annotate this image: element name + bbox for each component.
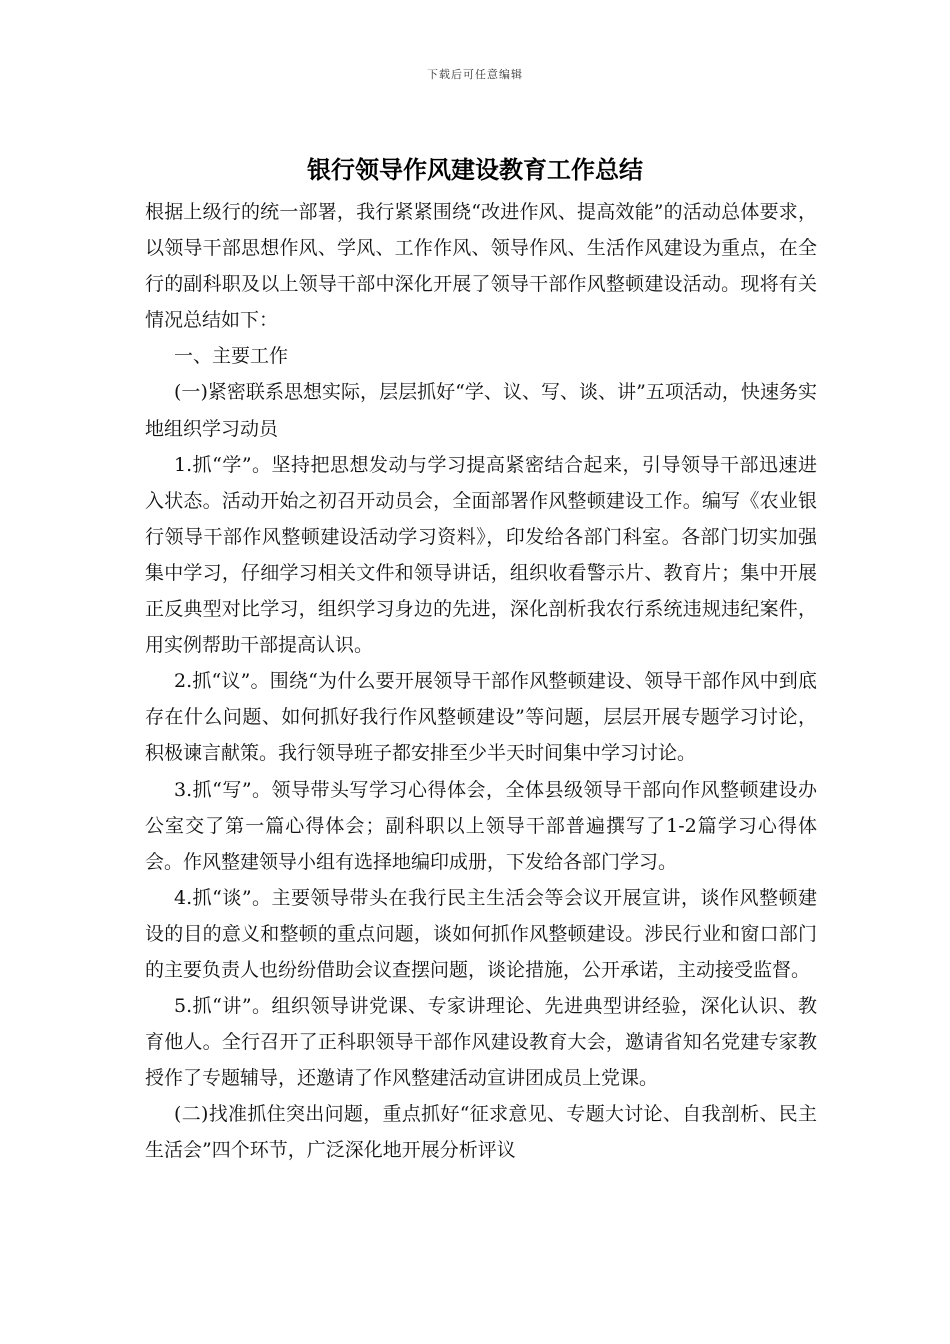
subsection-heading: (二)找准抓住突出问题，重点抓好“征求意见、专题大讨论、自我剖析、民主生活会”四个环节，广泛深化地开展分析评议 (145, 1103, 817, 1162)
body-paragraph: 5.抓“讲”。组织领导讲党课、专家讲理论、先进典型讲经验，深化认识、教育他人。全行召开了正科职领导干部作风建设教育大会，邀请省知名党建专家教授作了专题辅导，还邀请了作风整建活动宣讲团成员上党课。 (145, 995, 817, 1090)
section-heading: 一、主要工作 (174, 345, 289, 368)
body-paragraph: 3.抓“写”。领导带头写学习心得体会，全体县级领导干部向作风整顿建设办公室交了第一篇心得体会；副科职以上领导干部普遍撰写了1-2篇学习心得体会。作风整建领导小组有选择地编印成册，下发给各部门学习。 (145, 778, 817, 873)
document-title: 银行领导作风建设教育工作总结 (307, 155, 643, 184)
body-paragraph: 1.抓“学”。坚持把思想发动与学习提高紧密结合起来，引导领导干部迅速进入状态。活动开始之初召开动员会，全面部署作风整顿建设工作。编写《农业银行领导干部作风整顿建设活动学习资料》，印发给各部门科室。各部门切实加强集中学习，仔细学习相关文件和领导讲话，组织收看警示片、教育片；集中开展正反典型对比学习，组织学习身边的先进，深化剖析我农行系统违规违纪案件，用实例帮助干部提高认识。 (145, 453, 817, 657)
body-paragraph: 4.抓“谈”。主要领导带头在我行民主生活会等会议开展宣讲，谈作风整顿建设的目的意义和整顿的重点问题，谈如何抓作风整顿建设。涉民行业和窗口部门的主要负责人也纷纷借助会议查摆问题，谈论措施，公开承诺，主动接受监督。 (145, 886, 817, 981)
intro-paragraph: 根据上级行的统一部署，我行紧紧围绕“改进作风、提高效能”的活动总体要求，以领导干部思想作风、学风、工作作风、领导作风、生活作风建设为重点，在全行的副科职及以上领导干部中深化开展了领导干部作风整顿建设活动。现将有关情况总结如下： (145, 201, 817, 332)
body-paragraph: 2.抓“议”。围绕“为什么要开展领导干部作风整顿建设、领导干部作风中到底存在什么问题、如何抓好我行作风整顿建设”等问题，层层开展专题学习讨论，积极谏言献策。我行领导班子都安排至少半天时间集中学习讨论。 (145, 670, 817, 765)
document-body (145, 194, 817, 1169)
subsection-heading: (一)紧密联系思想实际，层层抓好“学、议、写、谈、讲”五项活动，快速务实地组织学习动员 (145, 381, 817, 440)
header-note: 下载后可任意编辑 (427, 68, 523, 81)
